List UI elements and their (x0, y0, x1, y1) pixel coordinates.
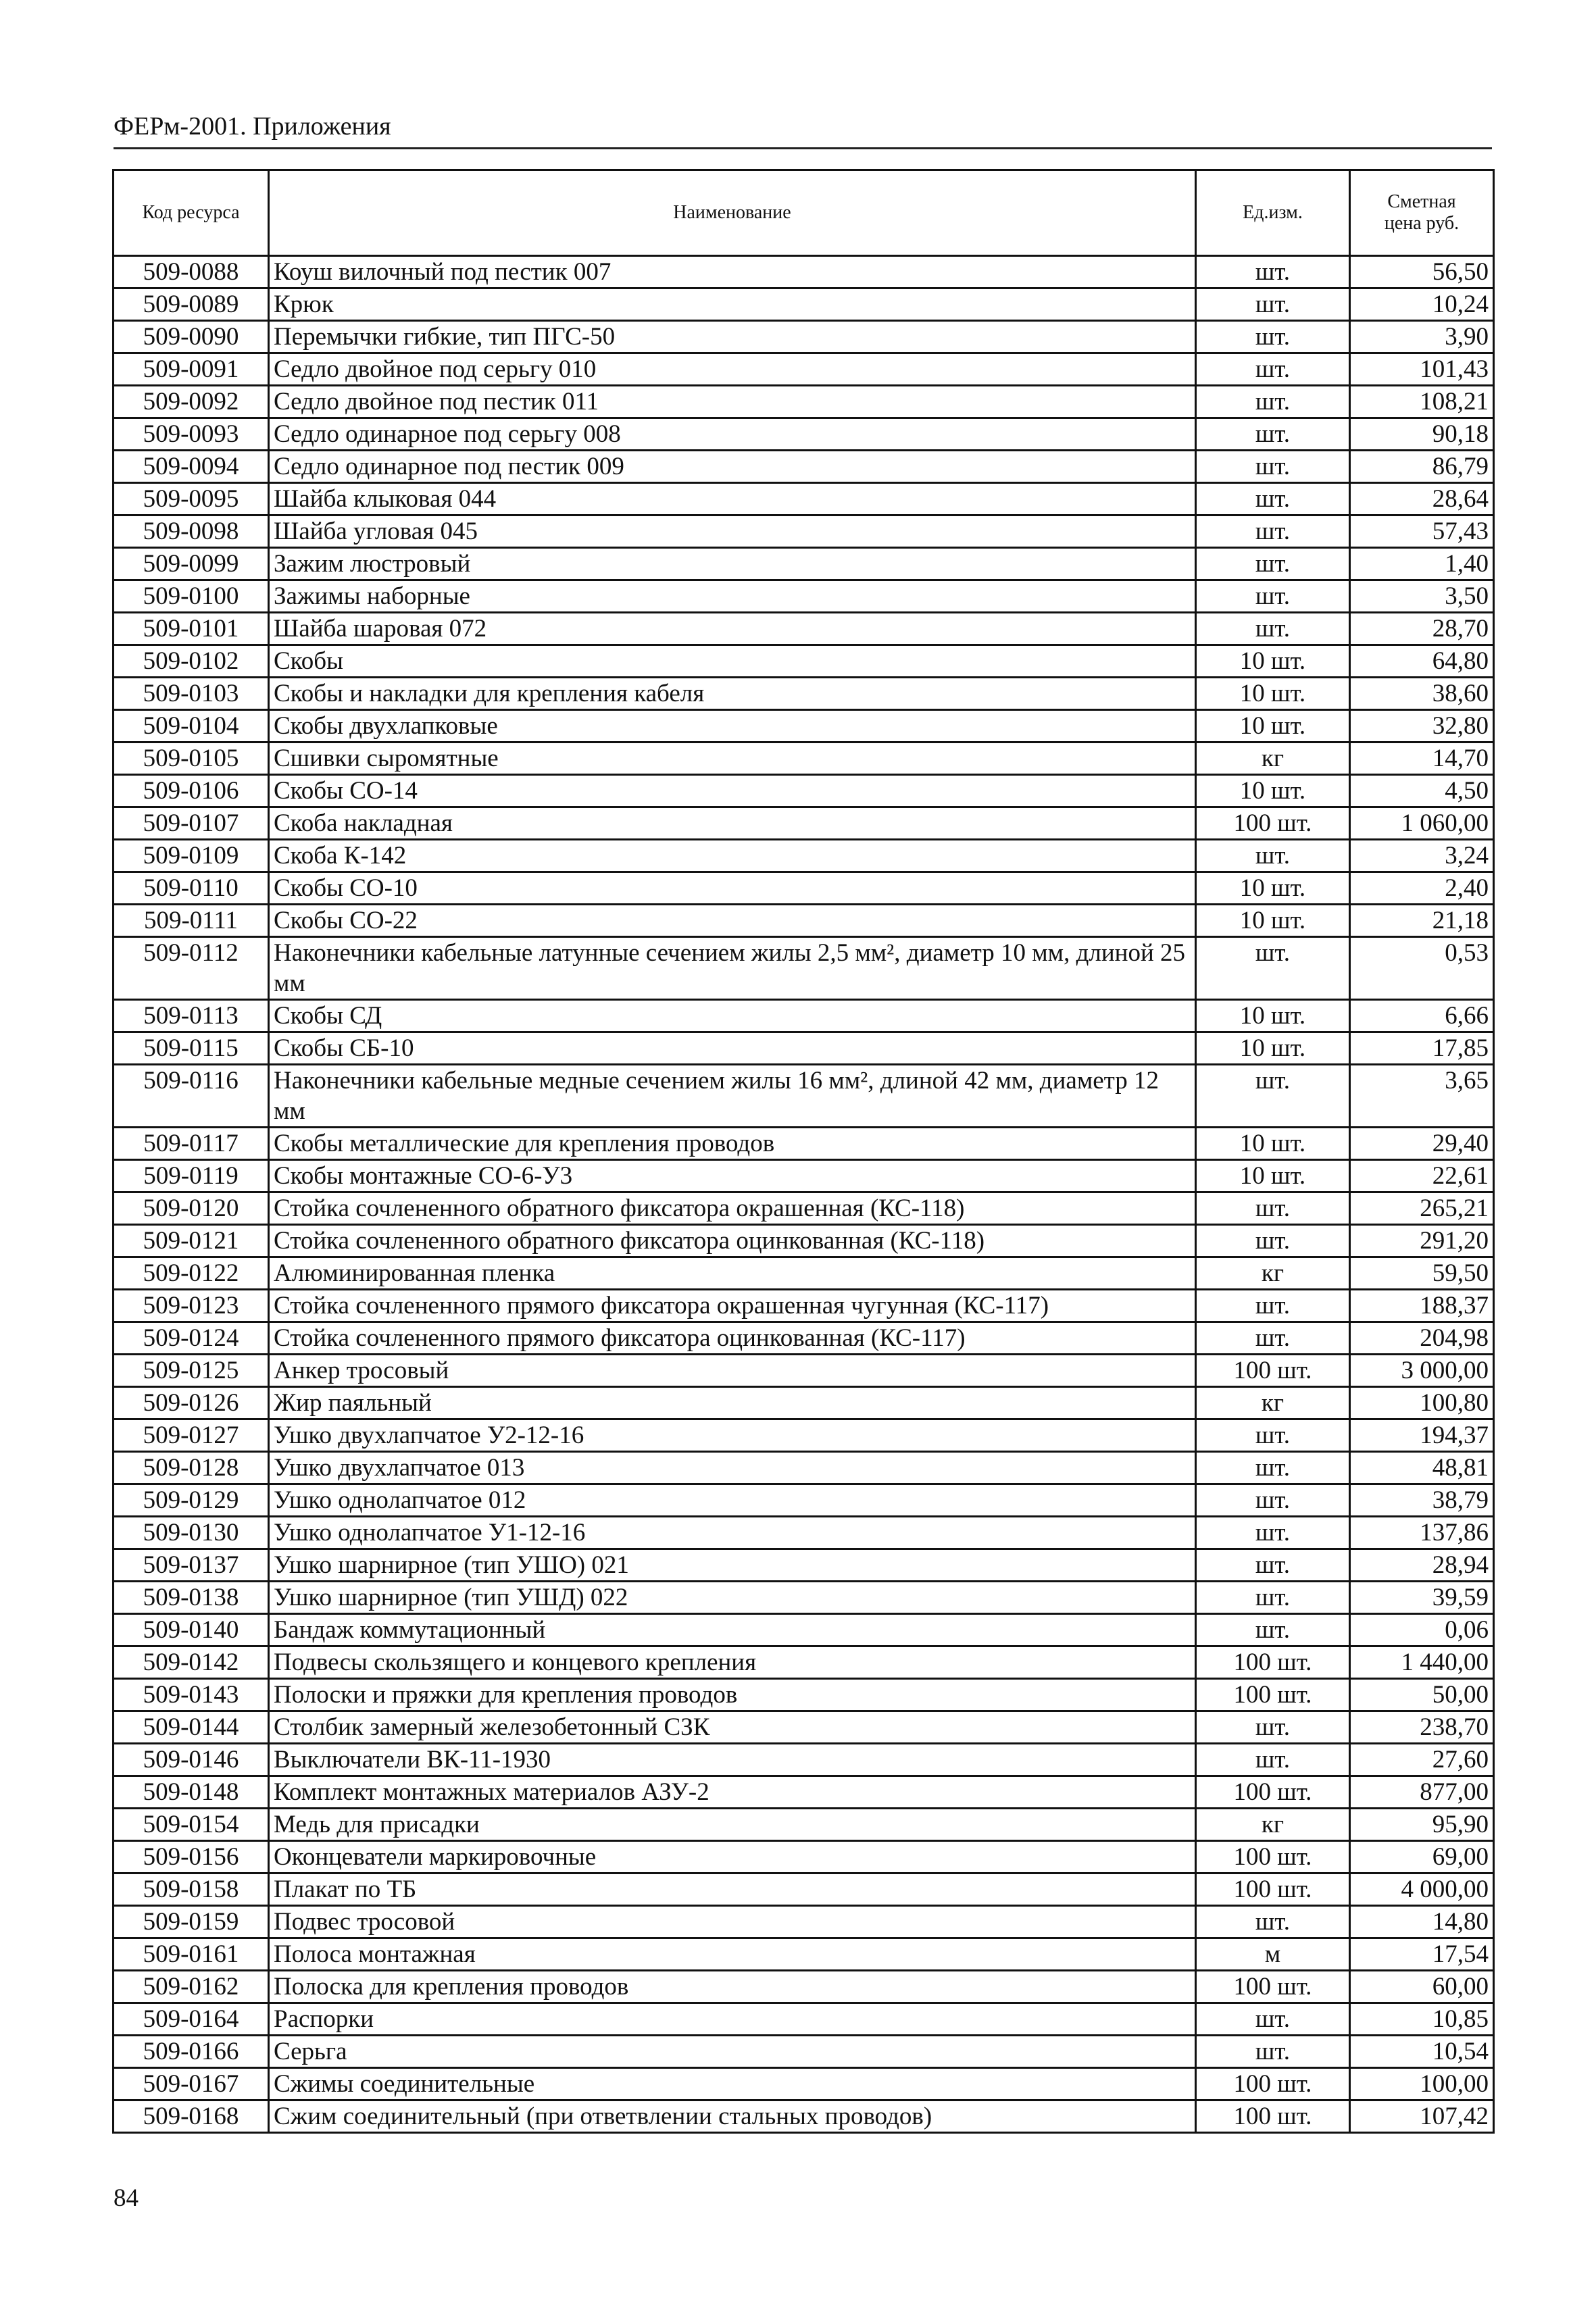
cell-code: 509-0117 (114, 1128, 269, 1160)
cell-code: 509-0140 (114, 1614, 269, 1646)
cell-code: 509-0129 (114, 1484, 269, 1517)
cell-name: Скобы двухлапковые (269, 710, 1196, 743)
column-header-code: Код ресурса (114, 170, 269, 256)
cell-name: Подвес тросовой (269, 1906, 1196, 1938)
table-row (114, 1419, 1494, 1452)
cell-code: 509-0115 (114, 1032, 269, 1065)
table-row (114, 2036, 1494, 2068)
cell-price: 107,42 (1350, 2101, 1494, 2133)
cell-price: 64,80 (1350, 645, 1494, 678)
cell-unit: 100 шт. (1196, 1873, 1350, 1906)
cell-unit: кг (1196, 1387, 1350, 1419)
table-row (114, 1971, 1494, 2003)
table-row (114, 1646, 1494, 1679)
cell-price: 28,94 (1350, 1549, 1494, 1582)
cell-price: 86,79 (1350, 451, 1494, 483)
cell-price: 194,37 (1350, 1419, 1494, 1452)
cell-code: 509-0116 (114, 1065, 269, 1128)
cell-price: 108,21 (1350, 386, 1494, 418)
cell-code: 509-0113 (114, 1000, 269, 1032)
cell-name: Алюминированная пленка (269, 1257, 1196, 1290)
cell-name: Анкер тросовый (269, 1355, 1196, 1387)
cell-name: Ушко шарнирное (тип УШО) 021 (269, 1549, 1196, 1582)
cell-unit: шт. (1196, 1484, 1350, 1517)
cell-code: 509-0090 (114, 321, 269, 353)
cell-name: Зажимы наборные (269, 580, 1196, 613)
cell-code: 509-0130 (114, 1517, 269, 1549)
table-row (114, 840, 1494, 872)
table-row (114, 1065, 1494, 1128)
table-row (114, 775, 1494, 807)
cell-code: 509-0168 (114, 2101, 269, 2133)
cell-code: 509-0094 (114, 451, 269, 483)
cell-unit: шт. (1196, 1290, 1350, 1322)
cell-unit: 100 шт. (1196, 2068, 1350, 2101)
table-row (114, 1452, 1494, 1484)
cell-unit: 100 шт. (1196, 1841, 1350, 1873)
cell-code: 509-0123 (114, 1290, 269, 1322)
cell-price: 188,37 (1350, 1290, 1494, 1322)
cell-name: Полоски и пряжки для крепления проводов (269, 1679, 1196, 1711)
cell-name: Седло двойное под серьгу 010 (269, 353, 1196, 386)
cell-code: 509-0126 (114, 1387, 269, 1419)
cell-price: 3,50 (1350, 580, 1494, 613)
cell-code: 509-0089 (114, 288, 269, 321)
cell-code: 509-0146 (114, 1744, 269, 1776)
table-row (114, 613, 1494, 645)
cell-unit: кг (1196, 743, 1350, 775)
cell-unit: кг (1196, 1257, 1350, 1290)
cell-price: 0,06 (1350, 1614, 1494, 1646)
cell-name: Серьга (269, 2036, 1196, 2068)
cell-code: 509-0154 (114, 1809, 269, 1841)
cell-code: 509-0091 (114, 353, 269, 386)
cell-price: 204,98 (1350, 1322, 1494, 1355)
cell-unit: 10 шт. (1196, 710, 1350, 743)
cell-name: Стойка сочлененного обратного фиксатора оцинкованная (КС-118) (269, 1225, 1196, 1257)
cell-price: 59,50 (1350, 1257, 1494, 1290)
cell-name: Скоба К-142 (269, 840, 1196, 872)
cell-price: 291,20 (1350, 1225, 1494, 1257)
cell-price: 2,40 (1350, 872, 1494, 905)
cell-price: 29,40 (1350, 1128, 1494, 1160)
table-row (114, 1744, 1494, 1776)
cell-name: Стойка сочлененного прямого фиксатора окрашенная чугунная (КС-117) (269, 1290, 1196, 1322)
table-row (114, 645, 1494, 678)
cell-price: 0,53 (1350, 937, 1494, 1000)
cell-name: Медь для присадки (269, 1809, 1196, 1841)
cell-unit: шт. (1196, 1225, 1350, 1257)
cell-price: 14,70 (1350, 743, 1494, 775)
table-row (114, 743, 1494, 775)
table-row (114, 1711, 1494, 1744)
table-row (114, 1128, 1494, 1160)
cell-code: 509-0106 (114, 775, 269, 807)
cell-unit: шт. (1196, 353, 1350, 386)
cell-unit: 10 шт. (1196, 1160, 1350, 1192)
cell-code: 509-0144 (114, 1711, 269, 1744)
cell-name: Ушко шарнирное (тип УШД) 022 (269, 1582, 1196, 1614)
cell-unit: 10 шт. (1196, 1032, 1350, 1065)
cell-name: Скобы СД (269, 1000, 1196, 1032)
cell-unit: шт. (1196, 1614, 1350, 1646)
column-header-unit: Ед.изм. (1196, 170, 1350, 256)
table-row (114, 321, 1494, 353)
cell-name: Наконечники кабельные латунные сечением жилы 2,5 мм², диаметр 10 мм, длиной 25 мм (269, 937, 1196, 1000)
cell-price: 32,80 (1350, 710, 1494, 743)
cell-unit: шт. (1196, 515, 1350, 548)
cell-price: 50,00 (1350, 1679, 1494, 1711)
table-row (114, 937, 1494, 1000)
cell-unit: шт. (1196, 937, 1350, 1000)
cell-name: Шайба шаровая 072 (269, 613, 1196, 645)
cell-price: 39,59 (1350, 1582, 1494, 1614)
cell-name: Полоса монтажная (269, 1938, 1196, 1971)
cell-code: 509-0143 (114, 1679, 269, 1711)
cell-code: 509-0159 (114, 1906, 269, 1938)
cell-code: 509-0148 (114, 1776, 269, 1809)
cell-unit: 100 шт. (1196, 807, 1350, 840)
cell-code: 509-0112 (114, 937, 269, 1000)
cell-name: Стойка сочлененного обратного фиксатора окрашенная (КС-118) (269, 1192, 1196, 1225)
table-row (114, 353, 1494, 386)
cell-unit: шт. (1196, 288, 1350, 321)
cell-code: 509-0105 (114, 743, 269, 775)
cell-price: 60,00 (1350, 1971, 1494, 2003)
cell-name: Оконцеватели маркировочные (269, 1841, 1196, 1873)
cell-unit: шт. (1196, 1452, 1350, 1484)
cell-unit: шт. (1196, 1582, 1350, 1614)
table-row (114, 1387, 1494, 1419)
cell-name: Скоба накладная (269, 807, 1196, 840)
cell-price: 48,81 (1350, 1452, 1494, 1484)
cell-name: Сшивки сыромятные (269, 743, 1196, 775)
cell-unit: шт. (1196, 1065, 1350, 1128)
cell-code: 509-0128 (114, 1452, 269, 1484)
cell-code: 509-0092 (114, 386, 269, 418)
cell-code: 509-0104 (114, 710, 269, 743)
cell-unit: шт. (1196, 1906, 1350, 1938)
table-row (114, 1290, 1494, 1322)
cell-name: Комплект монтажных материалов АЗУ-2 (269, 1776, 1196, 1809)
table-row (114, 872, 1494, 905)
cell-name: Скобы (269, 645, 1196, 678)
cell-unit: 10 шт. (1196, 775, 1350, 807)
cell-code: 509-0166 (114, 2036, 269, 2068)
cell-name: Плакат по ТБ (269, 1873, 1196, 1906)
cell-name: Жир паяльный (269, 1387, 1196, 1419)
cell-code: 509-0109 (114, 840, 269, 872)
cell-name: Ушко однолапчатое 012 (269, 1484, 1196, 1517)
cell-code: 509-0142 (114, 1646, 269, 1679)
cell-unit: шт. (1196, 1192, 1350, 1225)
cell-unit: 100 шт. (1196, 1679, 1350, 1711)
table-row (114, 1322, 1494, 1355)
table-row (114, 710, 1494, 743)
cell-code: 509-0099 (114, 548, 269, 580)
cell-name: Скобы СБ-10 (269, 1032, 1196, 1065)
cell-price: 38,79 (1350, 1484, 1494, 1517)
cell-name: Крюк (269, 288, 1196, 321)
cell-code: 509-0138 (114, 1582, 269, 1614)
cell-unit: 10 шт. (1196, 872, 1350, 905)
cell-code: 509-0164 (114, 2003, 269, 2036)
cell-price: 27,60 (1350, 1744, 1494, 1776)
cell-name: Столбик замерный железобетонный СЗК (269, 1711, 1196, 1744)
cell-unit: кг (1196, 1809, 1350, 1841)
page-header (114, 109, 1492, 149)
cell-price: 21,18 (1350, 905, 1494, 937)
cell-name: Подвесы скользящего и концевого крепления (269, 1646, 1196, 1679)
table-row (114, 515, 1494, 548)
cell-name: Шайба угловая 045 (269, 515, 1196, 548)
table-row (114, 548, 1494, 580)
cell-code: 509-0098 (114, 515, 269, 548)
cell-price: 100,00 (1350, 2068, 1494, 2101)
table-row (114, 1517, 1494, 1549)
cell-code: 509-0103 (114, 678, 269, 710)
cell-unit: шт. (1196, 1549, 1350, 1582)
cell-code: 509-0125 (114, 1355, 269, 1387)
table-row (114, 1938, 1494, 1971)
page-number: 84 (114, 2184, 139, 2212)
cell-code: 509-0111 (114, 905, 269, 937)
cell-price: 4 000,00 (1350, 1873, 1494, 1906)
cell-price: 17,85 (1350, 1032, 1494, 1065)
cell-price: 10,24 (1350, 288, 1494, 321)
cell-unit: шт. (1196, 386, 1350, 418)
cell-price: 57,43 (1350, 515, 1494, 548)
cell-unit: шт. (1196, 418, 1350, 451)
cell-name: Наконечники кабельные медные сечением жилы 16 мм², длиной 42 мм, диаметр 12 мм (269, 1065, 1196, 1128)
table-row (114, 1355, 1494, 1387)
cell-unit: шт. (1196, 840, 1350, 872)
cell-code: 509-0095 (114, 483, 269, 515)
cell-name: Перемычки гибкие, тип ПГС-50 (269, 321, 1196, 353)
cell-price: 22,61 (1350, 1160, 1494, 1192)
table-row (114, 1906, 1494, 1938)
table-body (114, 256, 1494, 2133)
cell-unit: 100 шт. (1196, 1776, 1350, 1809)
cell-unit: шт. (1196, 2036, 1350, 2068)
table-row (114, 386, 1494, 418)
cell-name: Скобы и накладки для крепления кабеля (269, 678, 1196, 710)
cell-name: Стойка сочлененного прямого фиксатора оцинкованная (КС-117) (269, 1322, 1196, 1355)
table-row (114, 1225, 1494, 1257)
table-row (114, 580, 1494, 613)
table-row (114, 1484, 1494, 1517)
cell-unit: шт. (1196, 1744, 1350, 1776)
table-row (114, 678, 1494, 710)
cell-price: 101,43 (1350, 353, 1494, 386)
cell-code: 509-0158 (114, 1873, 269, 1906)
table-row (114, 418, 1494, 451)
table-row (114, 451, 1494, 483)
cell-price: 3,90 (1350, 321, 1494, 353)
table-row (114, 256, 1494, 288)
table-row (114, 1809, 1494, 1841)
table-header-row (114, 170, 1494, 256)
cell-unit: шт. (1196, 1517, 1350, 1549)
table-row (114, 288, 1494, 321)
cell-name: Коуш вилочный под пестик 007 (269, 256, 1196, 288)
cell-name: Сжим соединительный (при ответвлении стальных проводов) (269, 2101, 1196, 2133)
table-row (114, 1032, 1494, 1065)
cell-unit: шт. (1196, 580, 1350, 613)
cell-code: 509-0167 (114, 2068, 269, 2101)
cell-price: 17,54 (1350, 1938, 1494, 1971)
cell-price: 1,40 (1350, 548, 1494, 580)
cell-code: 509-0156 (114, 1841, 269, 1873)
cell-price: 95,90 (1350, 1809, 1494, 1841)
cell-name: Ушко однолапчатое У1-12-16 (269, 1517, 1196, 1549)
cell-price: 10,85 (1350, 2003, 1494, 2036)
cell-unit: шт. (1196, 1711, 1350, 1744)
table-row (114, 1000, 1494, 1032)
table-row (114, 1776, 1494, 1809)
cell-name: Сжимы соединительные (269, 2068, 1196, 2101)
table-row (114, 2003, 1494, 2036)
cell-price: 28,70 (1350, 613, 1494, 645)
cell-price: 4,50 (1350, 775, 1494, 807)
cell-unit: шт. (1196, 256, 1350, 288)
cell-unit: 10 шт. (1196, 645, 1350, 678)
cell-unit: 10 шт. (1196, 1128, 1350, 1160)
cell-unit: 100 шт. (1196, 2101, 1350, 2133)
cell-code: 509-0110 (114, 872, 269, 905)
cell-unit: шт. (1196, 321, 1350, 353)
table-row (114, 483, 1494, 515)
column-header-price: Сметная цена руб. (1350, 170, 1494, 256)
cell-price: 90,18 (1350, 418, 1494, 451)
cell-name: Выключатели ВК-11-1930 (269, 1744, 1196, 1776)
table-row (114, 1582, 1494, 1614)
cell-unit: 100 шт. (1196, 1646, 1350, 1679)
cell-unit: шт. (1196, 548, 1350, 580)
cell-price: 69,00 (1350, 1841, 1494, 1873)
table-row (114, 2101, 1494, 2133)
cell-code: 509-0101 (114, 613, 269, 645)
cell-unit: шт. (1196, 613, 1350, 645)
table-row (114, 807, 1494, 840)
cell-name: Скобы СО-22 (269, 905, 1196, 937)
cell-unit: шт. (1196, 483, 1350, 515)
cell-code: 509-0161 (114, 1938, 269, 1971)
cell-code: 509-0100 (114, 580, 269, 613)
cell-unit: 10 шт. (1196, 905, 1350, 937)
cell-name: Скобы СО-14 (269, 775, 1196, 807)
cell-unit: шт. (1196, 2003, 1350, 2036)
cell-name: Седло одинарное под серьгу 008 (269, 418, 1196, 451)
cell-name: Бандаж коммутационный (269, 1614, 1196, 1646)
cell-unit: шт. (1196, 451, 1350, 483)
cell-unit: 100 шт. (1196, 1971, 1350, 2003)
cell-price: 100,80 (1350, 1387, 1494, 1419)
cell-price: 3,65 (1350, 1065, 1494, 1128)
table-row (114, 1679, 1494, 1711)
cell-unit: 10 шт. (1196, 678, 1350, 710)
cell-code: 509-0093 (114, 418, 269, 451)
cell-name: Скобы металлические для крепления проводов (269, 1128, 1196, 1160)
table-row (114, 1873, 1494, 1906)
cell-code: 509-0122 (114, 1257, 269, 1290)
table-row (114, 2068, 1494, 2101)
cell-price: 3 000,00 (1350, 1355, 1494, 1387)
cell-name: Седло одинарное под пестик 009 (269, 451, 1196, 483)
cell-code: 509-0121 (114, 1225, 269, 1257)
cell-name: Ушко двухлапчатое У2-12-16 (269, 1419, 1196, 1452)
table-row (114, 1192, 1494, 1225)
column-header-name: Наименование (269, 170, 1196, 256)
table-row (114, 1614, 1494, 1646)
page-header-title: ФЕРм-2001. Приложения (114, 112, 391, 141)
cell-code: 509-0088 (114, 256, 269, 288)
cell-code: 509-0107 (114, 807, 269, 840)
cell-price: 1 440,00 (1350, 1646, 1494, 1679)
cell-name: Распорки (269, 2003, 1196, 2036)
price-table (112, 169, 1495, 2134)
cell-name: Скобы СО-10 (269, 872, 1196, 905)
cell-unit: м (1196, 1938, 1350, 1971)
cell-name: Полоска для крепления проводов (269, 1971, 1196, 2003)
cell-price: 6,66 (1350, 1000, 1494, 1032)
cell-name: Седло двойное под пестик 011 (269, 386, 1196, 418)
table-row (114, 1257, 1494, 1290)
cell-price: 877,00 (1350, 1776, 1494, 1809)
cell-code: 509-0162 (114, 1971, 269, 2003)
cell-name: Ушко двухлапчатое 013 (269, 1452, 1196, 1484)
cell-name: Зажим люстровый (269, 548, 1196, 580)
table-row (114, 1549, 1494, 1582)
cell-price: 10,54 (1350, 2036, 1494, 2068)
cell-unit: шт. (1196, 1419, 1350, 1452)
cell-name: Скобы монтажные СО-6-У3 (269, 1160, 1196, 1192)
cell-name: Шайба клыковая 044 (269, 483, 1196, 515)
cell-unit: 100 шт. (1196, 1355, 1350, 1387)
cell-code: 509-0120 (114, 1192, 269, 1225)
cell-code: 509-0119 (114, 1160, 269, 1192)
cell-unit: 10 шт. (1196, 1000, 1350, 1032)
table-row (114, 905, 1494, 937)
cell-code: 509-0127 (114, 1419, 269, 1452)
cell-price: 14,80 (1350, 1906, 1494, 1938)
table-row (114, 1841, 1494, 1873)
cell-price: 38,60 (1350, 678, 1494, 710)
cell-unit: шт. (1196, 1322, 1350, 1355)
table-row (114, 1160, 1494, 1192)
cell-price: 3,24 (1350, 840, 1494, 872)
cell-price: 265,21 (1350, 1192, 1494, 1225)
cell-price: 137,86 (1350, 1517, 1494, 1549)
cell-code: 509-0137 (114, 1549, 269, 1582)
cell-code: 509-0124 (114, 1322, 269, 1355)
cell-price: 56,50 (1350, 256, 1494, 288)
cell-price: 238,70 (1350, 1711, 1494, 1744)
cell-code: 509-0102 (114, 645, 269, 678)
cell-price: 1 060,00 (1350, 807, 1494, 840)
cell-price: 28,64 (1350, 483, 1494, 515)
